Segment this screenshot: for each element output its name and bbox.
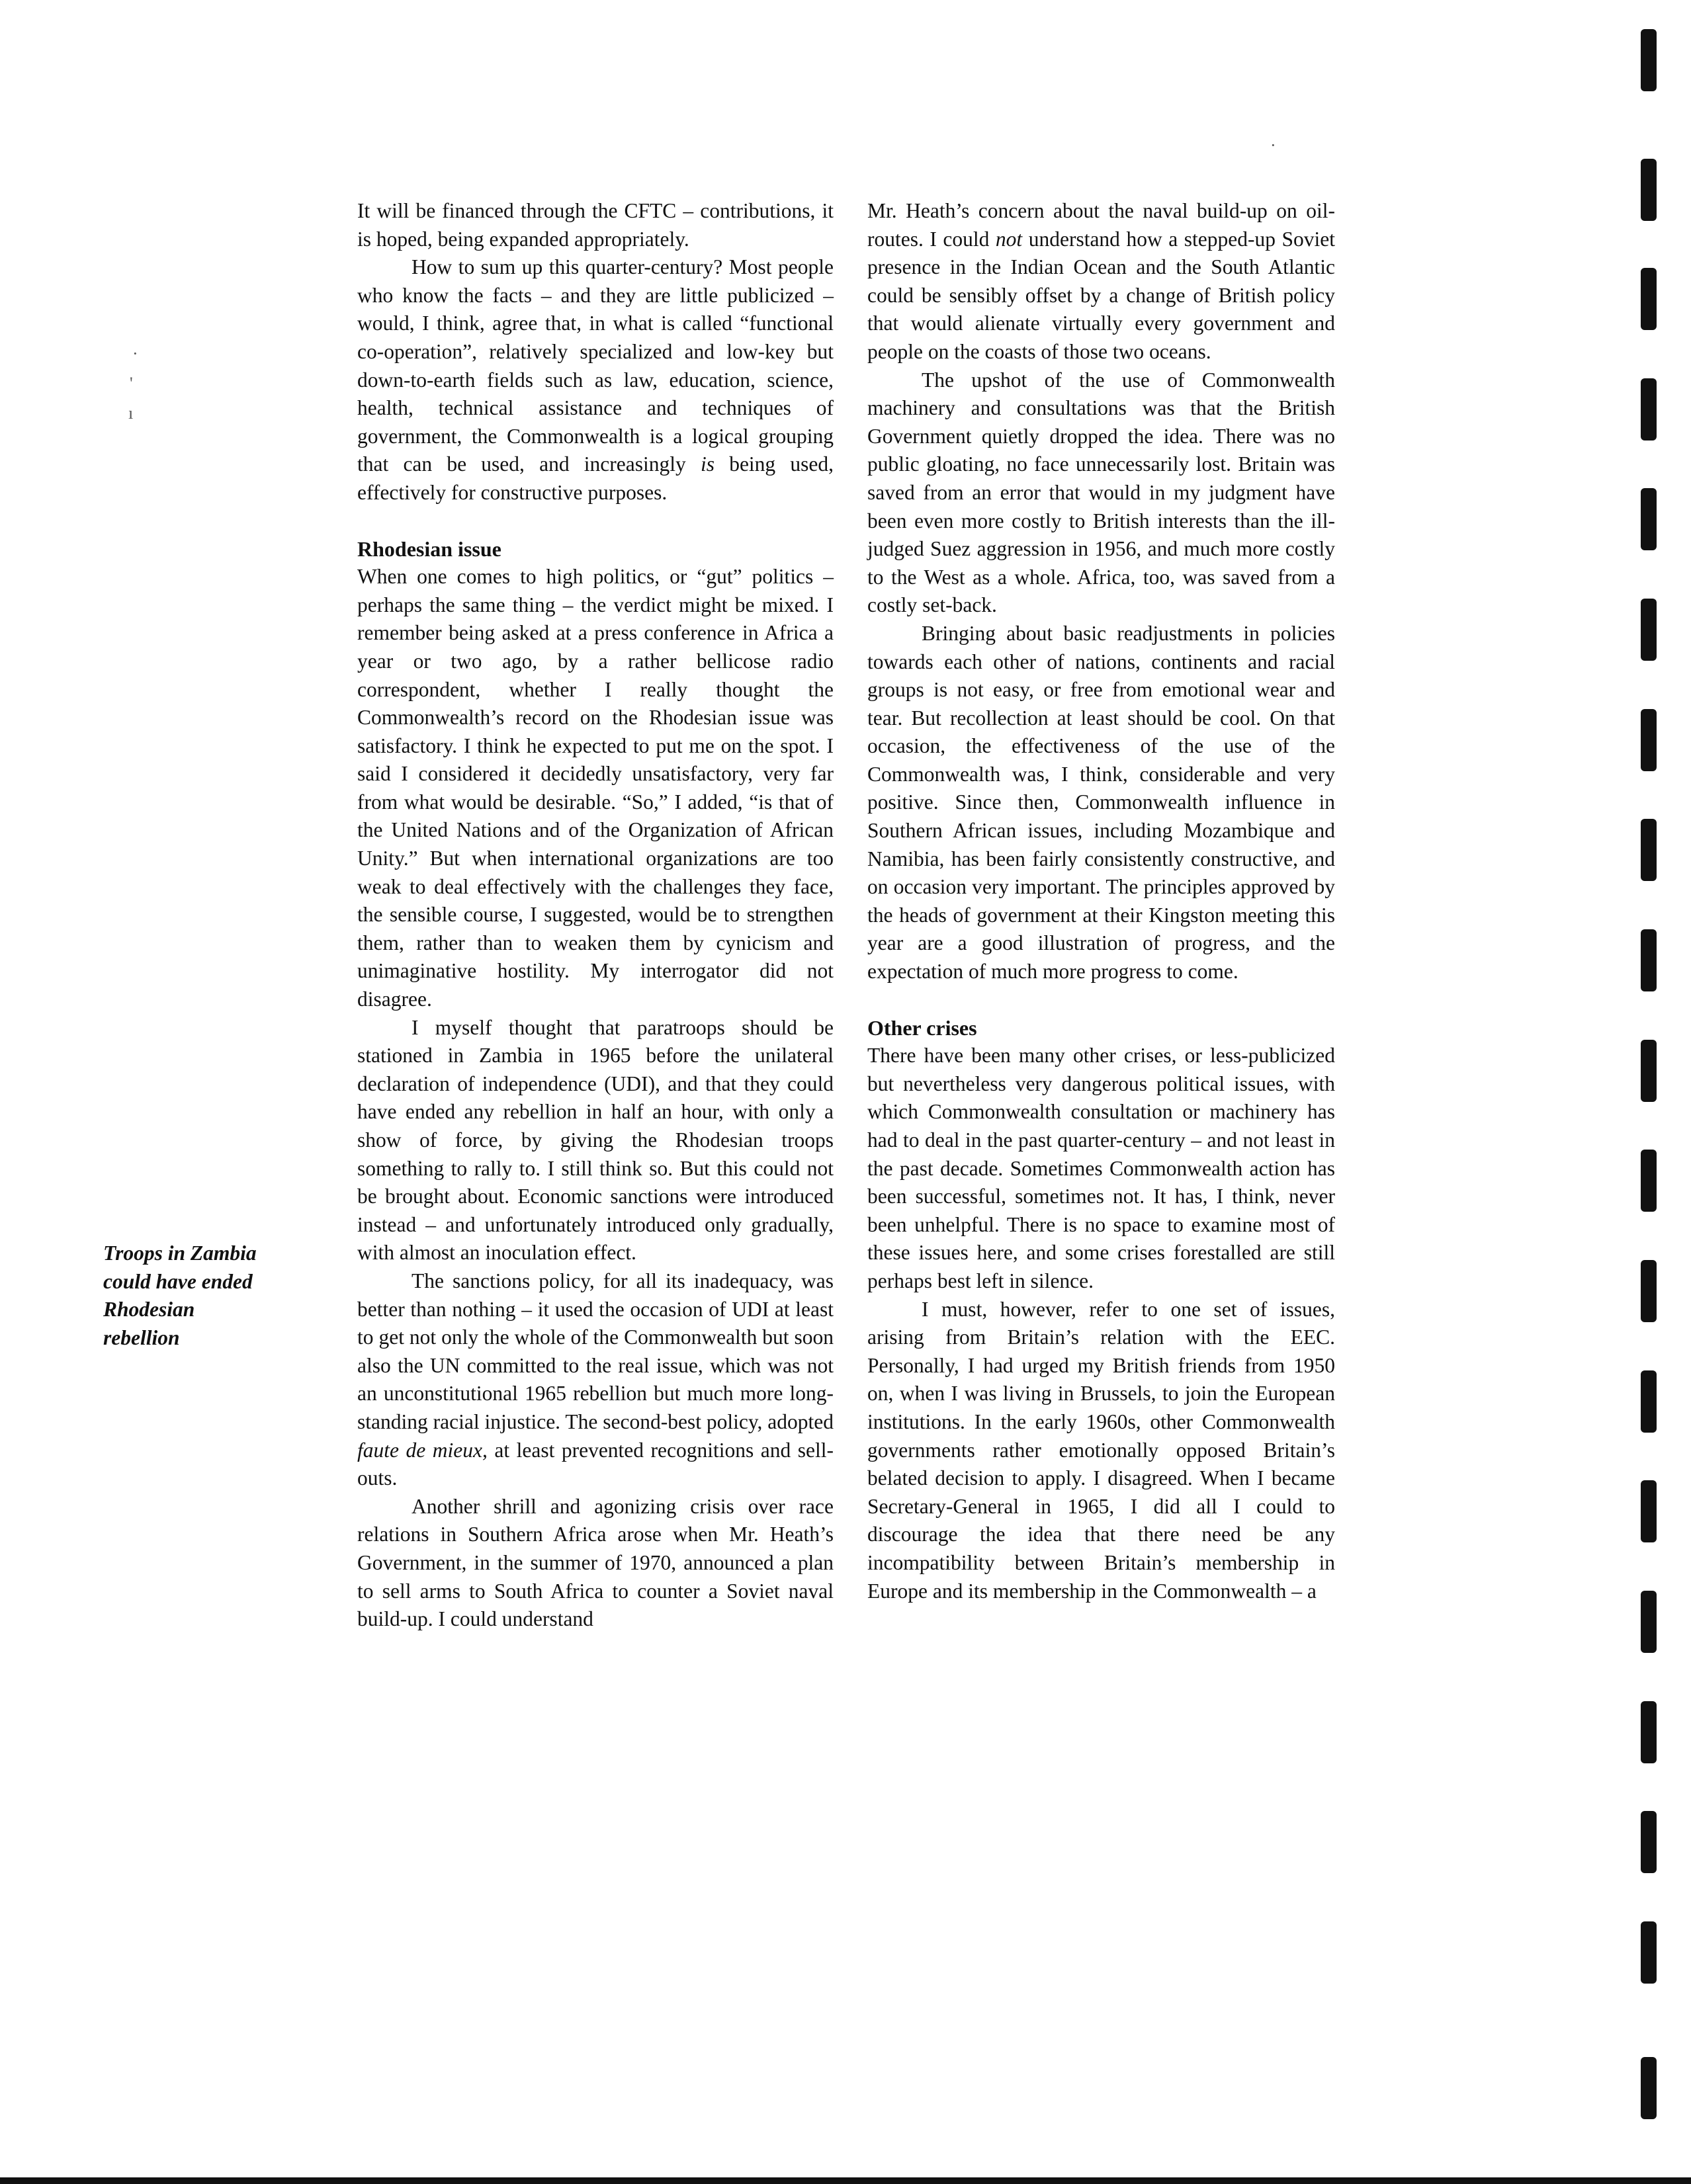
binder-mark xyxy=(1641,2057,1657,2119)
paragraph-text: being used, effectively for constructive purposes. xyxy=(357,452,834,504)
paragraph xyxy=(357,253,834,507)
paragraph-text: The sanctions policy, for all its inadequacy, was better than nothing – it used the occasion of UDI at least to get not only the whole of the Commonwealth but soon also the UN committed to the real issue, which was not an unconstitutional 1965 rebellion but much more long-standing racial injustice. The second-best policy, adopted xyxy=(357,1269,834,1433)
margin-speck: · xyxy=(1270,136,1276,155)
binder-mark xyxy=(1641,268,1657,330)
paragraph: I myself thought that paratroops should be stationed in Zambia in 1965 before the unilateral declaration of independence (UDI), and that they could have ended any rebellion in half an hour, with only a show of force, by giving the Rhodesian troops something to rally to. I still think so. But this could not be brought about. Economic sanctions were introduced instead – and unfortunately introduced only gradually, with almost an inoculation effect. xyxy=(357,1015,834,1265)
sidebar-line: Troops in Zambia xyxy=(103,1241,257,1265)
binder-mark xyxy=(1641,159,1657,221)
binder-mark xyxy=(1641,378,1657,441)
binder-mark xyxy=(1641,819,1657,881)
section-heading-rhodesian-issue: Rhodesian issue xyxy=(357,536,501,561)
emphasis-text: not xyxy=(995,227,1023,251)
binder-mark xyxy=(1641,1040,1657,1102)
margin-speck: · xyxy=(132,344,138,363)
binder-mark xyxy=(1641,599,1657,661)
paragraph-text: understand how a stepped-up Soviet presence in the Indian Ocean and the South Atlantic could be sensibly offset by a change of British policy that would alienate virtually every government and people on the coasts of those two oceans. xyxy=(867,227,1335,363)
sidebar-line: rebellion xyxy=(103,1325,180,1349)
paragraph: The upshot of the use of Commonwealth machinery and consultations was that the British Government quietly dropped the idea. There was no public gloating, no face unnecessarily lost. Britain was saved from an error that would in my judgment have been even more costly to British interests than the ill-judged Suez aggression in 1956, and much more costly to the West as a whole. Africa, too, was saved from a costly set-back. xyxy=(867,368,1335,617)
paragraph xyxy=(357,1267,834,1493)
binder-mark xyxy=(1641,929,1657,991)
paragraph-text: Mr. Heath’s concern about the naval build-up on oil-routes. I could xyxy=(867,199,1335,251)
margin-speck: ı xyxy=(128,403,134,423)
section-gap xyxy=(867,986,1335,1014)
binder-mark xyxy=(1641,709,1657,771)
left-column xyxy=(357,197,834,1634)
paragraph: I must, however, refer to one set of issues, arising from Britain’s relation with the EEC. Personally, I had urged my British friends from 1950 on, when I was living in Brussels, to join the European institutions. In the early 1960s, other Commonwealth governments rather emotionally opposed Britain’s belated decision to apply. I disagreed. When I became Secretary-General in 1965, I did all I could to discourage the idea that there need be any incompatibility between Britain’s membership in Europe and its membership in the Commonwealth – a xyxy=(867,1297,1335,1603)
binder-mark xyxy=(1641,29,1657,91)
paragraph-text: at least prevented recognitions and sell-outs. xyxy=(357,1438,834,1490)
binder-mark xyxy=(1641,1921,1657,1984)
binder-mark xyxy=(1641,1811,1657,1873)
binder-mark xyxy=(1641,1370,1657,1433)
right-column xyxy=(867,197,1335,1605)
paragraph: Another shrill and agonizing crisis over race relations in Southern Africa arose when Mr. Heath’s Government, in the summer of 1970, announced a plan to sell arms to South Africa to counter a Soviet naval build-up. I could understand xyxy=(357,1494,834,1631)
paragraph-text: How to sum up this quarter-century? Most people who know the facts – and they are little publicized – would, I think, agree that, in what is called “functional co-operation”, relatively specialized and low-key but down-to-earth fields such as law, education, science, health, technical assistance and techniques of government, the Commonwealth is a logical grouping that can be used, and increasingly xyxy=(357,255,834,476)
binder-mark xyxy=(1641,488,1657,550)
sidebar-line: could have ended xyxy=(103,1269,253,1293)
section-gap xyxy=(357,507,834,535)
emphasis-text: faute de mieux, xyxy=(357,1438,488,1462)
bottom-scan-edge xyxy=(0,2177,1691,2184)
emphasis-text: is xyxy=(700,452,715,476)
sidebar-line: Rhodesian xyxy=(103,1298,195,1322)
binder-mark xyxy=(1641,1701,1657,1763)
paragraph: It will be financed through the CFTC – contributions, it is hoped, being expanded appropriately. xyxy=(357,199,834,251)
section-heading-other-crises: Other crises xyxy=(867,1015,977,1040)
paragraph: There have been many other crises, or less-publicized but nevertheless very dangerous political issues, with which Commonwealth consultation or machinery has had to deal in the past quarter-century – and not least in the past decade. Sometimes Commonwealth action has been successful, sometimes not. It has, I think, never been unhelpful. There is no space to examine most of these issues here, and some crises forestalled are still perhaps best left in silence. xyxy=(867,1044,1335,1292)
binder-mark xyxy=(1641,1480,1657,1542)
binder-mark xyxy=(1641,1260,1657,1322)
margin-speck: ' xyxy=(130,374,133,393)
paragraph xyxy=(867,197,1335,366)
binder-mark xyxy=(1641,1150,1657,1212)
binder-mark xyxy=(1641,1591,1657,1653)
paragraph: When one comes to high politics, or “gut” politics – perhaps the same thing – the verdict might be mixed. I remember being asked at a press conference in Africa a year or two ago, by a rather bellicose radio correspondent, whether I really thought the Commonwealth’s record on the Rhodesian issue was satisfactory. I think he expected to put me on the spot. I said I considered it decidedly unsatisfactory, very far from what would be desirable. “So,” I added, “is that of the United Nations and of the Organization of African Unity.” But when international organizations are too weak to deal effectively with the challenges they face, the sensible course, I suggested, would be to strengthen them, rather than to weaken them by cynicism and unimaginative hostility. My interrogator did not disagree. xyxy=(357,565,834,1011)
sidebar-pull-quote xyxy=(103,1239,328,1352)
paragraph: Bringing about basic readjustments in policies towards each other of nations, continents and racial groups is not easy, or free from emotional wear and tear. But recollection at least should be cool. On that occasion, the effectiveness of the use of the Commonwealth was, I think, considerable and very positive. Since then, Commonwealth influence in Southern African issues, including Mozambique and Namibia, has been fairly consistently constructive, and on occasion very important. The principles approved by the heads of government at their Kingston meeting this year are a good illustration of progress, and the expectation of much more progress to come. xyxy=(867,621,1335,984)
